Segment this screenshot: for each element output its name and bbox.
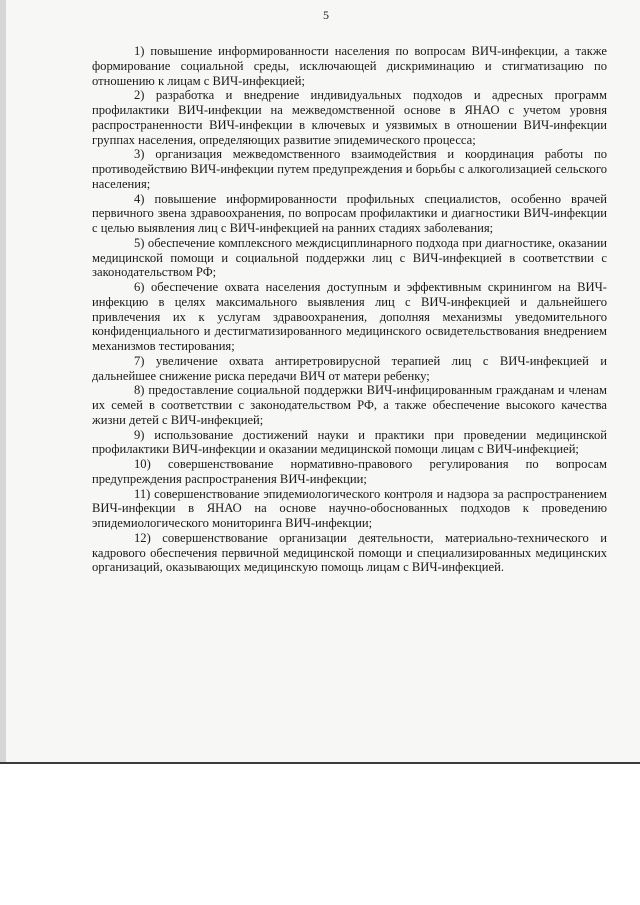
list-item-10: 10) совершенствование нормативно-правового регулирования по вопросам предупреждения распространения ВИЧ-инфекции; (92, 457, 607, 486)
list-item-2: 2) разработка и внедрение индивидуальных подходов и адресных программ профилактики ВИЧ-инфекции на межведомственной основе в ЯНАО с учетом уровня распространенности ВИЧ-инфекции в ключевых и уязвимых в отношении ВИЧ-инфекции группах населения, определяющих развитие эпидемического процесса; (92, 88, 607, 147)
list-item-9: 9) использование достижений науки и практики при проведении медицинской профилактики ВИЧ-инфекции и оказании медицинской помощи лицам с ВИЧ-инфекцией; (92, 427, 607, 457)
list-item-11: 11) совершенствование эпидемиологического контроля и надзора за распространением ВИЧ-инфекции в ЯНАО на основе научно-обоснованных подходов к проведению эпидемиологического мониторинга ВИЧ-инфекции; (92, 486, 607, 530)
list-item-8: 8) предоставление социальной поддержки ВИЧ-инфицированным гражданам и членам их семей в соответствии с законодательством РФ, а также обеспечение высокого качества жизни детей с ВИЧ-инфекцией; (92, 383, 607, 427)
list-item-12: 12) совершенствование организации деятельности, материально-технического и кадрового обеспечения первичной медицинской помощи и специализированных медицинских организаций, оказывающих медицинскую помощь лицам с ВИЧ-инфекцией. (92, 530, 607, 575)
scan-bottom-edge (0, 762, 640, 764)
document-body (92, 44, 607, 575)
list-item-3: 3) организация межведомственного взаимодействия и координация работы по противодействию ВИЧ-инфекции путем предупреждения и борьбы с алкоголизацией сельского населения; (92, 147, 607, 191)
list-item-1: 1) повышение информированности населения по вопросам ВИЧ-инфекции, а также формирование социальной среды, исключающей дискриминацию и стигматизацию по отношению к лицам с ВИЧ-инфекцией; (92, 44, 607, 88)
page-number: 5 (323, 8, 329, 22)
list-item-4: 4) повышение информированности профильных специалистов, особенно врачей первичного звена здравоохранения, по вопросам профилактики и диагностики ВИЧ-инфекции с целью выявления лиц с ВИЧ-инфекцией на ранних стадиях заболевания; (92, 191, 607, 235)
list-item-7: 7) увеличение охвата антиретровирусной терапией лиц с ВИЧ-инфекцией и дальнейшее снижение риска передачи ВИЧ от матери ребенку; (92, 353, 607, 383)
list-item-6: 6) обеспечение охвата населения доступным и эффективным скринингом на ВИЧ-инфекцию в целях максимального выявления лиц с ВИЧ-инфекцией и дальнейшего привлечения их к услугам здравоохранения, дополняя механизмы уведомительного конфиденциального и дестигматизированного медицинского освидетельствования внедрением механизмов тестирования; (92, 280, 607, 353)
list-item-5: 5) обеспечение комплексного междисциплинарного подхода при диагностике, оказании медицинской помощи и социальной поддержки лиц с ВИЧ-инфекцией в соответствии с законодательством РФ; (92, 235, 607, 280)
